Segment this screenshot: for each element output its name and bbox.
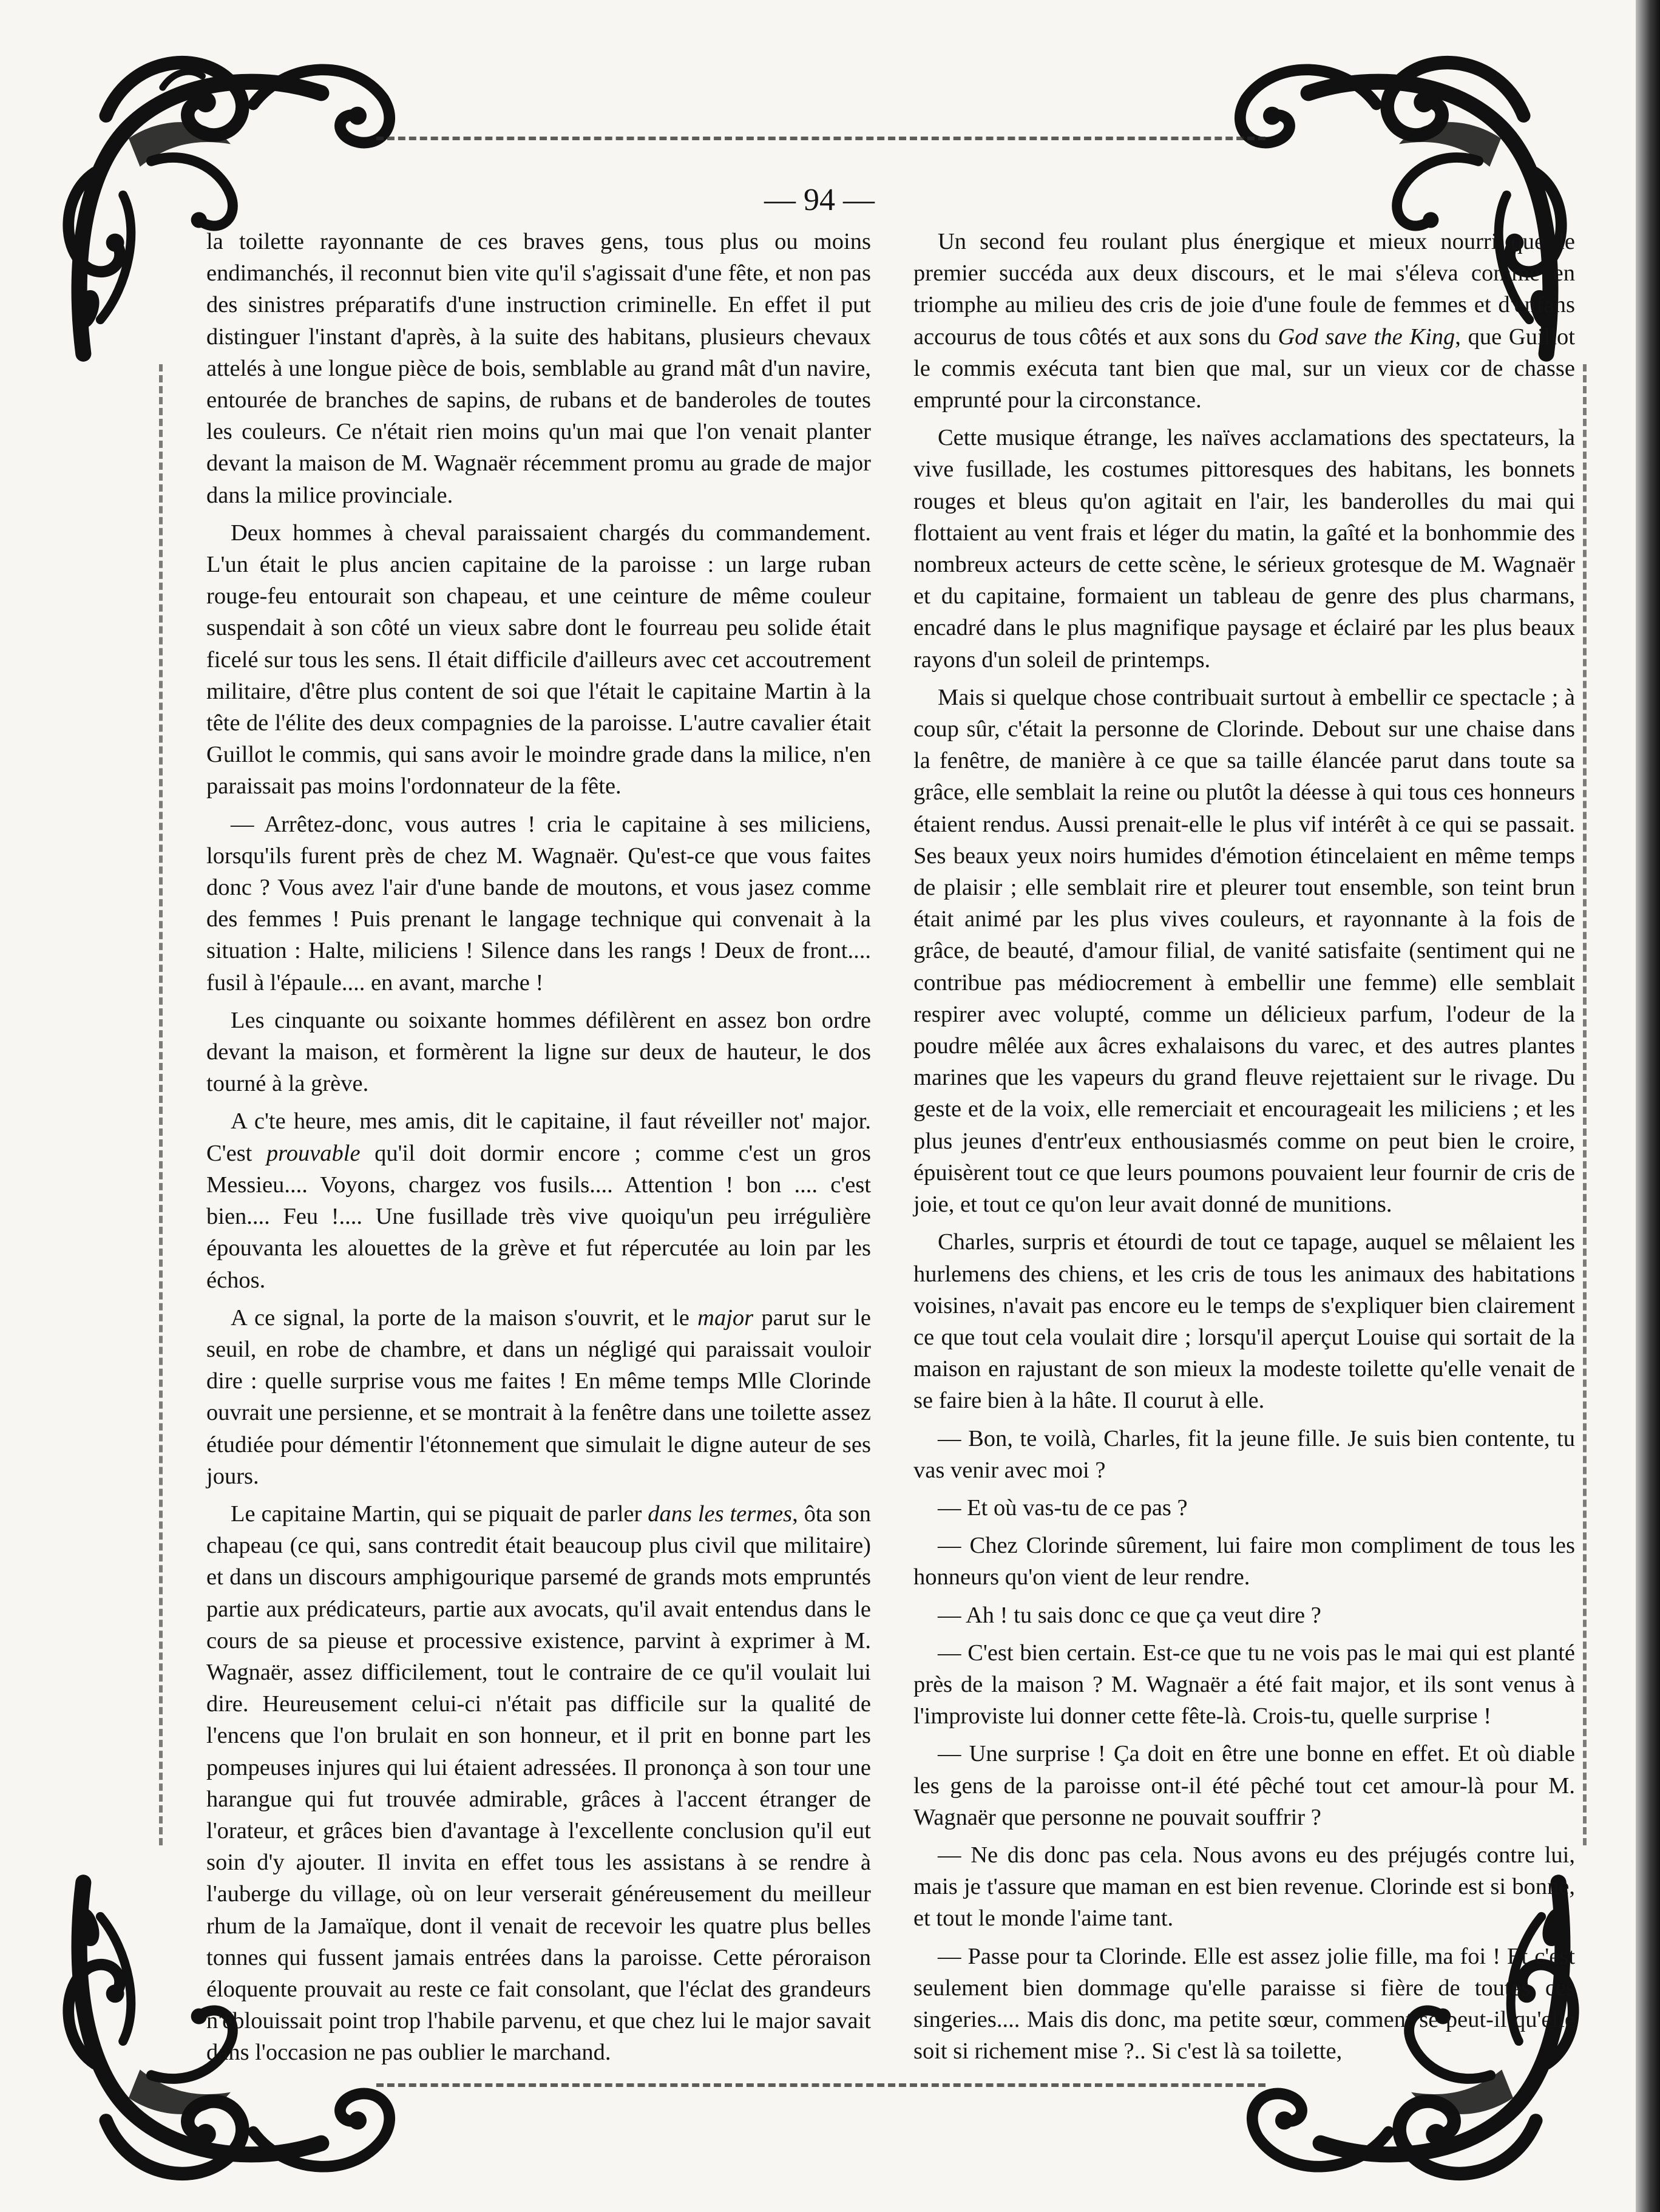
- dialogue-line: — Bon, te voilà, Charles, fit la jeune fille. Je suis bien contente, tu vas venir avec moi ?: [913, 1425, 1575, 1483]
- text-column-left: [206, 226, 871, 2075]
- text-column-right: [913, 226, 1575, 2073]
- left-border-rule: [159, 364, 163, 1845]
- paragraph: — Arrêtez-donc, vous autres ! cria le capitaine à ses miliciens, lorsqu'ils furent près de chez M. Wagnaër. Qu'est-ce que vous faites donc ? Vous avez l'air d'une bande de moutons, et vous jasez comme des femmes ! Puis prenant le langage technique qui convenait à la situation : Halte, miliciens ! Silence dans les rangs ! Deux de front.... fusil à l'épaule.... en avant, marche !: [206, 811, 871, 996]
- paragraph: A c'te heure, mes amis, dit le capitaine, il faut réveiller not' major. C'est prouvable qu'il doit dormir encore ; comme c'est un gros Messieu.... Voyons, chargez vos fusils.... Attention ! bon .... c'est bien.... Feu !.... Une fusillade très vive quoiqu'un peu irrégulière épouvanta les alouettes de la grève et fut répercutée au loin par les échos.: [206, 1108, 871, 1293]
- paragraph: Un second feu roulant plus énergique et mieux nourri que le premier succéda aux deux discours, et le mai s'éleva comme en triomphe au milieu des cris de joie d'une foule de femmes et d'enfans accourus de tous côtés et aux sons du God save the King, que Guillot le commis exécuta tant bien que mal, sur un vieux cor de chasse emprunté pour la circonstance.: [913, 229, 1575, 413]
- dialogue-line: — Passe pour ta Clorinde. Elle est assez jolie fille, ma foi ! Et c'est seulement bien dommage qu'elle paraisse si fière de toutes ces singeries.... Mais dis donc, ma petite sœur, comment se peut-il qu'elle soit si richement mise ?.. Si c'est là sa toilette,: [913, 1943, 1575, 2064]
- paragraph: Charles, surpris et étourdi de tout ce tapage, auquel se mêlaient les hurlemens des chiens, et les cris de tous les animaux des habitations voisines, n'avait pas encore eu le temps de s'expliquer bien clairement ce que tout cela voulait dire ; lorsqu'il aperçut Louise qui sortait de la maison en rajustant de son mieux la modeste toilette qu'elle venait de se faire bien à la hâte. Il courut à elle.: [913, 1229, 1575, 1414]
- paragraph: Le capitaine Martin, qui se piquait de parler dans les termes, ôta son chapeau (ce qui, sans contredit était beaucoup plus civil que militaire) et dans un discours amphigourique parsemé de grands mots empruntés partie aux prédicateurs, partie aux avocats, qu'il avait entendus dans le cours de sa pieuse et processive existence, parvint à exprimer à M. Wagnaër, assez difficilement, tout le contraire de ce qu'il voulait lui dire. Heureusement celui-ci n'était pas difficile sur la qualité de l'encens que l'on brulait en son honneur, et il prit en bonne part les pompeuses injures qui lui étaient adressées. Il prononça à son tour une harangue qui fut trouvée admirable, grâces à l'accent étranger de l'orateur, et grâces bien d'avantage à l'excellente conclusion qu'il eut soin d'y ajouter. Il invita en effet tous les assistans à se rendre à l'auberge du village, où on leur verserait généreusement du meilleur rhum de la Jamaïque, dont il venait de recevoir les quatre plus belles tonnes qui fussent jamais entrées dans la paroisse. Cette péroraison éloquente prouvait au reste ce fait consolant, que l'éclat des grandeurs n'éblouissait point trop l'habile parvenu, et que chez lui le major savait dans l'occasion ne pas oublier le marchand.: [206, 1501, 871, 2066]
- dialogue-line: — Chez Clorinde sûrement, lui faire mon compliment de tous les honneurs qu'on vient de leur rendre.: [913, 1533, 1575, 1590]
- dialogue-line: — Une surprise ! Ça doit en être une bonne en effet. Et où diable les gens de la paroisse ont-il été pêché tout cet amour-là pour M. Wagnaër que personne ne pouvait souffrir ?: [913, 1741, 1575, 1830]
- paragraph: A ce signal, la porte de la maison s'ouvrit, et le major parut sur le seuil, en robe de chambre, et dans un négligé qui paraissait vouloir dire : quelle surprise vous me faites ! En même temps Mlle Clorinde ouvrait une persienne, et se montrait à la fenêtre dans une toilette assez étudiée pour démentir l'étonnement que simulait le digne auteur de ses jours.: [206, 1304, 871, 1489]
- paragraph: Mais si quelque chose contribuait surtout à embellir ce spectacle ; à coup sûr, c'était la personne de Clorinde. Debout sur une chaise dans la fenêtre, de manière à ce que sa taille élancée parut dans toute sa grâce, elle semblait la reine ou plutôt la déesse à qui tous ces honneurs étaient rendus. Aussi prenait-elle le plus vif intérêt à ce qui se passait. Ses beaux yeux noirs humides d'émotion étincelaient en même temps de plaisir ; elle semblait rire et pleurer tout ensemble, son teint brun était animé par les plus vives couleurs, et rayonnante à la fois de grâce, de beauté, d'amour filial, de vanité satisfaite (sentiment qui ne contribue pas médiocrement à embellir une femme) elle semblait respirer avec volupté, comme un délicieux parfum, l'odeur de la poudre mêlée aux âcres exhalaisons du varec, et des autres plantes marines que les vapeurs du grand fleuve rejettaient sur le rivage. Du geste et de la voix, elle remerciait et encourageait les miliciens ; et les plus jeunes d'entr'eux enthousiasmés comme on peut bien le croire, épuisèrent tout ce que leurs poumons pouvaient leur fournir de cris de joie, et tout ce qu'on leur avait donné de munitions.: [913, 684, 1575, 1218]
- paragraph: Les cinquante ou soixante hommes défilèrent en assez bon ordre devant la maison, et formèrent la ligne sur deux de hauteur, le dos tourné à la grève.: [206, 1007, 871, 1097]
- top-border-rule: [376, 137, 1265, 140]
- page-number: — 94 —: [764, 183, 875, 217]
- italic-term: prouvable: [266, 1140, 361, 1166]
- paragraph: Deux hommes à cheval paraissaient chargés du commandement. L'un était le plus ancien capitaine de la paroisse : un large ruban rouge-feu entourait son chapeau, et une ceinture de même couleur suspendait à son côté un vieux sabre dont le fourreau peu solide était ficelé sur tous les sens. Il était difficile d'ailleurs avec cet accoutrement militaire, d'être plus content de soi que l'était le capitaine Martin à la tête de l'élite des deux compagnies de la paroisse. L'autre cavalier était Guillot le commis, qui sans avoir le moindre grade dans la milice, n'en paraissait pas moins l'ordonnateur de la fête.: [206, 520, 871, 799]
- paragraph: la toilette rayonnante de ces braves gens, tous plus ou moins endimanchés, il reconnut bien vite qu'il s'agissait d'une fête, et non pas des sinistres préparatifs d'une instruction criminelle. En effet il put distinguer l'instant d'après, à la suite des habitans, plusieurs chevaux attelés à une longue pièce de bois, semblable au grand mât d'un navire, entourée de branches de sapins, de rubans et de banderoles de toutes les couleurs. Ce n'était rien moins qu'un mai que l'on venait planter devant la maison de M. Wagnaër récemment promu au grade de major dans la milice provinciale.: [206, 229, 871, 508]
- binding-edge: [1636, 0, 1660, 2212]
- dialogue-line: — Ah ! tu sais donc ce que ça veut dire ?: [938, 1602, 1321, 1628]
- dialogue-line: — C'est bien certain. Est-ce que tu ne vois pas le mai qui est planté près de la maison ? M. Wagnaër a été fait major, et ils sont venus à l'improviste lui donner cette fête-là. Crois-tu, quelle surprise !: [913, 1640, 1575, 1729]
- paragraph: Cette musique étrange, les naïves acclamations des spectateurs, la vive fusillade, les costumes pittoresques des habitans, les bonnets rouges et bleus qu'on agitait en l'air, les banderolles du mai qui flottaient au vent frais et léger du matin, la gaîté et la bonhommie des nombreux acteurs de cette scène, le sérieux grotesque de M. Wagnaër et du capitaine, formaient un tableau de genre des plus charmans, encadré dans le plus magnifique paysage et éclairé par les plus beaux rayons d'un soleil de printemps.: [913, 425, 1575, 673]
- italic-term: major: [697, 1304, 754, 1331]
- italic-term: God save the King: [1278, 324, 1455, 350]
- dialogue-line: — Et où vas-tu de ce pas ?: [938, 1494, 1188, 1521]
- dialogue-line: — Ne dis donc pas cela. Nous avons eu des préjugés contre lui, mais je t'assure que maman en est bien revenue. Clorinde est si bonne, et tout le monde l'aime tant.: [913, 1842, 1575, 1932]
- italic-term: dans les termes: [648, 1501, 793, 1527]
- right-border-rule: [1583, 364, 1587, 1845]
- bottom-border-rule: [376, 2083, 1265, 2087]
